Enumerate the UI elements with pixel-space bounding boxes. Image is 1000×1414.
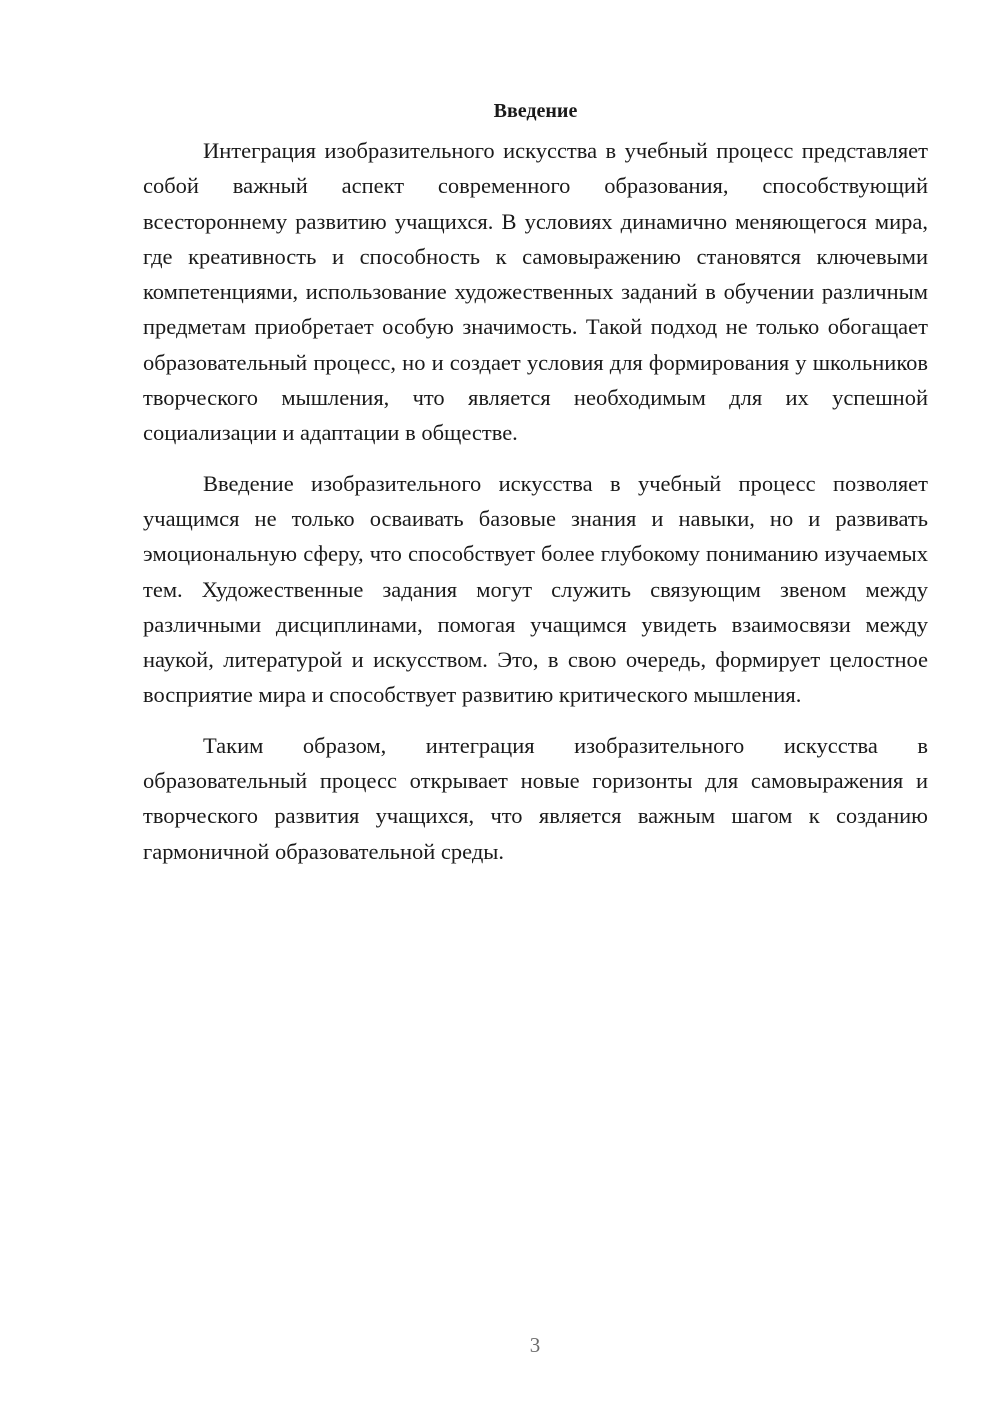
page-number: 3 (529, 1333, 541, 1357)
paragraph-3: Таким образом, интеграция изобразительного искусства в образовательный процесс открывает новые горизонты для самовыражения и творческого развития учащихся, что является важным шагом к созданию гармоничной образовательной среды. (143, 732, 928, 864)
paragraph-1: Интеграция изобразительного искусства в учебный процесс представляет собой важный аспект современного образования, способствующий всестороннему развитию учащихся. В условиях динамично меняющегося мира, где креативность и способность к самовыражению становятся ключевыми компетенциями, использование художественных заданий в обучении различным предметам приобретает особую значимость. Такой подход не только обогащает образовательный процесс, но и создает условия для формирования у школьников творческого мышления, что является необходимым для их успешной социализации и адаптации в обществе. (143, 138, 928, 446)
section-title: Введение (493, 100, 578, 122)
page-content (143, 92, 928, 869)
paragraph-2: Введение изобразительного искусства в учебный процесс позволяет учащимся не только осваивать базовые знания и навыки, но и развивать эмоциональную сферу, что способствует более глубокому пониманию изучаемых тем. Художественные задания могут служить связующим звеном между различными дисциплинами, помогая учащимся увидеть взаимосвязи между наукой, литературой и искусством. Это, в свою очередь, формирует целостное восприятие мира и способствует развитию критического мышления. (143, 470, 928, 708)
